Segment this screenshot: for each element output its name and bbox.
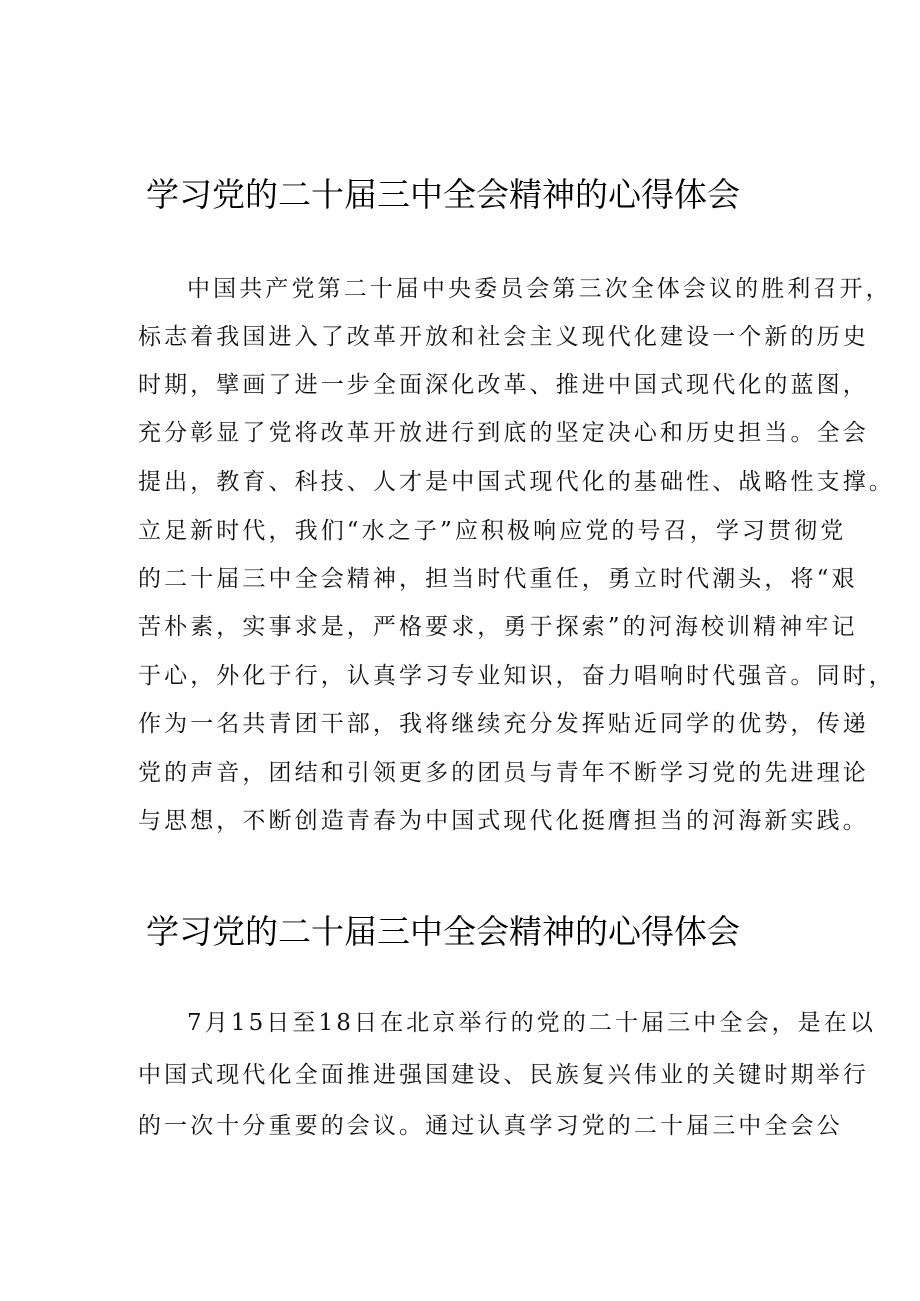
section-1-line-1: 中国共产党第二十届中央委员会第三次全体会议的胜利召开， [187, 276, 892, 302]
section-1-line-4: 充分彰显了党将改革开放进行到底的坚定决心和历史担当。全会 [138, 420, 869, 446]
section-1-line-3: 时期，擘画了进一步全面深化改革、推进中国式现代化的蓝图， [138, 372, 869, 398]
section-1-line-12: 与思想，不断创造青春为中国式现代化挺膺担当的河海新实践。 [138, 808, 869, 834]
section-2-title: 学习党的二十届三中全会精神的心得体会 [146, 912, 740, 951]
section-2-line-2: 中国式现代化全面推进强国建设、民族复兴伟业的关键时期举行 [138, 1062, 869, 1088]
section-1-line-10: 作为一名共青团干部，我将继续充分发挥贴近同学的优势，传递 [138, 711, 869, 737]
section-1-line-5: 提出，教育、科技、人才是中国式现代化的基础性、战略性支撑。 [138, 469, 895, 495]
section-1-line-7: 的二十届三中全会精神，担当时代重任，勇立时代潮头，将“艰 [138, 566, 858, 592]
section-1-line-11: 党的声音，团结和引领更多的团员与青年不断学习党的先进理论 [138, 760, 869, 786]
section-1-line-2: 标志着我国进入了改革开放和社会主义现代化建设一个新的历史 [138, 324, 869, 350]
section-2-line-1: 7月15日至18日在北京举行的党的二十届三中全会，是在以 [187, 1010, 876, 1036]
section-1-line-8: 苦朴素，实事求是，严格要求，勇于探索”的河海校训精神牢记 [138, 614, 858, 640]
section-1-line-6: 立足新时代，我们“水之子”应积极响应党的号召，学习贯彻党 [138, 518, 847, 544]
section-2-line-3: 的一次十分重要的会议。通过认真学习党的二十届三中全会公 [138, 1113, 843, 1139]
section-1-title: 学习党的二十届三中全会精神的心得体会 [146, 175, 740, 214]
section-1-line-9: 于心，外化于行，认真学习专业知识，奋力唱响时代强音。同时， [138, 663, 895, 689]
